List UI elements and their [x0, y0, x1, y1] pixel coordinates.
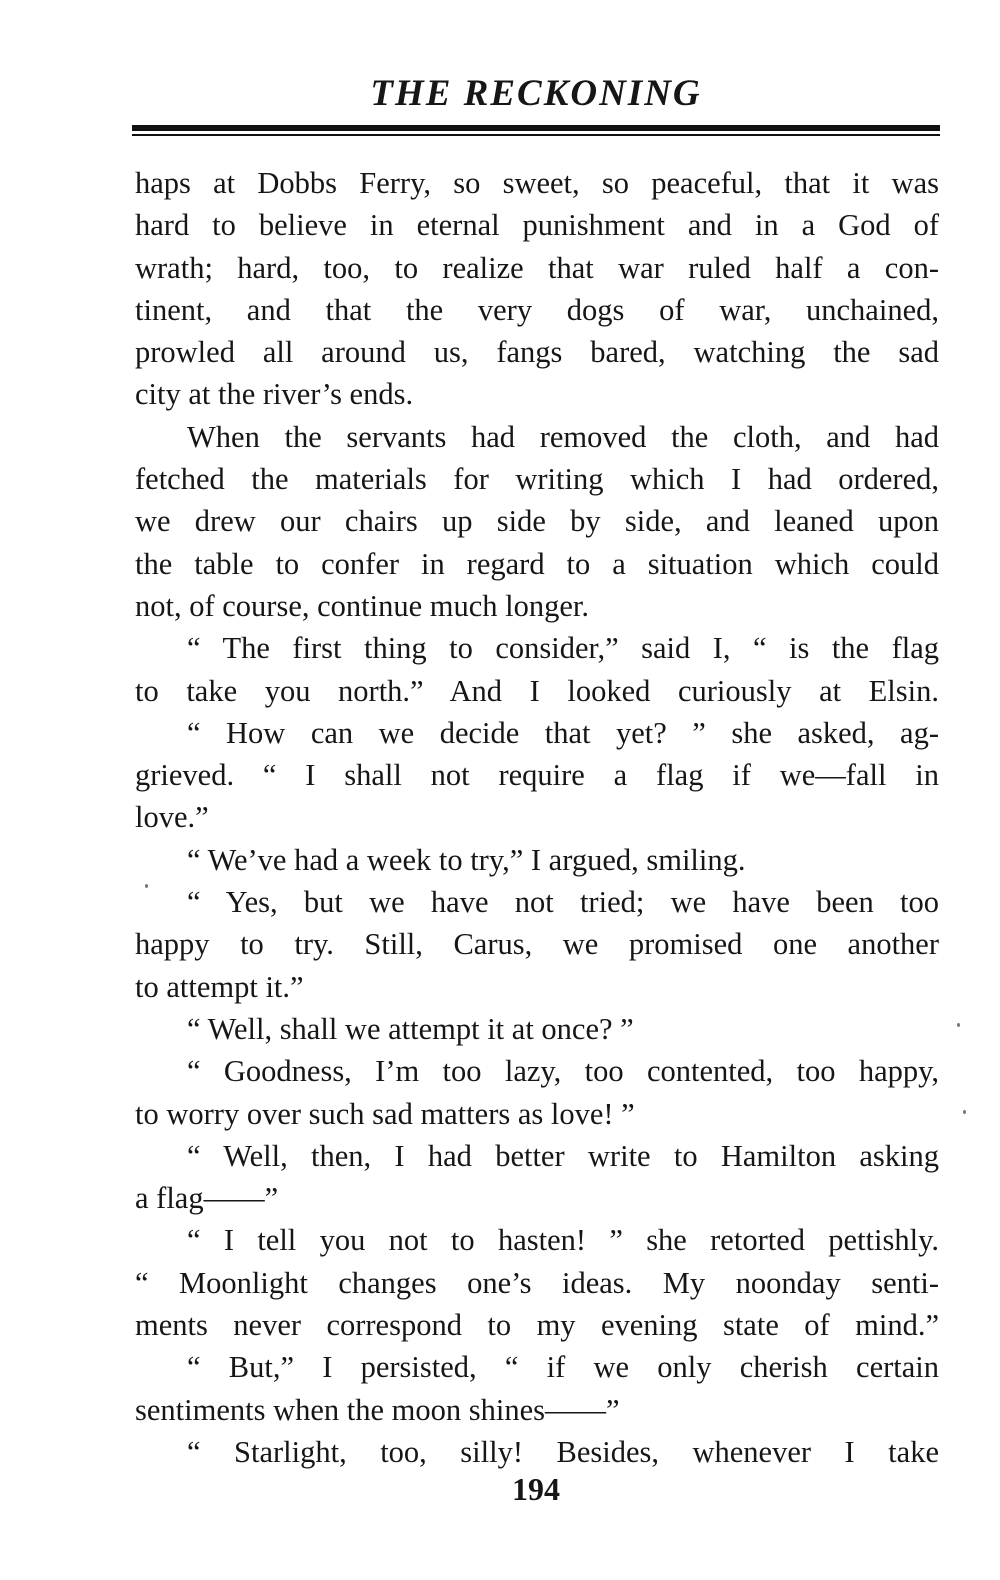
text-line: to take you north.” And I looked curiously at Elsin.	[135, 673, 939, 708]
text-line: wrath; hard, too, to realize that war ruled half a con-	[135, 250, 939, 285]
text-line: happy to try. Still, Carus, we promised one another	[135, 927, 939, 962]
text-line: to attempt it.”	[135, 969, 304, 1004]
text-line: sentiments when the moon shines——”	[135, 1392, 620, 1427]
text-line: “ Well, shall we attempt it at once? ”	[187, 1011, 634, 1046]
text-line: “ I tell you not to hasten! ” she retorted pettishly.	[187, 1223, 939, 1258]
text-line: not, of course, continue much longer.	[135, 588, 590, 623]
text-line: we drew our chairs up side by side, and leaned upon	[135, 504, 939, 539]
text-line: “ The first thing to consider,” said I, “ is the flag	[187, 631, 939, 666]
text-line: “ Well, then, I had better write to Hamilton asking	[187, 1138, 939, 1173]
text-line: “ But,” I persisted, “ if we only cherish certain	[187, 1350, 939, 1385]
running-head: THE RECKONING	[370, 73, 702, 114]
print-speck	[957, 1023, 960, 1027]
text-line: ments never correspond to my evening state of mind.”	[135, 1308, 939, 1343]
text-line: a flag——”	[135, 1181, 279, 1216]
text-line: tinent, and that the very dogs of war, unchained,	[135, 292, 939, 327]
text-line: “ How can we decide that yet? ” she asked, ag-	[187, 715, 939, 750]
page-number: 194	[512, 1471, 560, 1507]
text-line: hard to believe in eternal punishment and in a God of	[135, 208, 939, 243]
text-line: “ Moonlight changes one’s ideas. My noonday senti-	[135, 1265, 939, 1300]
header-rule-thick	[132, 125, 940, 131]
print-speck	[963, 1110, 966, 1114]
text-line: grieved. “ I shall not require a flag if we—fall in	[135, 758, 939, 793]
text-line: When the servants had removed the cloth, and had	[187, 419, 939, 454]
text-line: fetched the materials for writing which I had ordered,	[135, 462, 939, 497]
text-line: love.”	[135, 800, 209, 835]
text-line: city at the river’s ends.	[135, 377, 414, 412]
text-line: “ Yes, but we have not tried; we have been too	[187, 885, 939, 920]
text-line: “ Goodness, I’m too lazy, too contented, too happy,	[187, 1054, 939, 1089]
text-line: prowled all around us, fangs bared, watching the sad	[135, 335, 939, 370]
text-line: haps at Dobbs Ferry, so sweet, so peaceful, that it was	[135, 166, 939, 200]
body-text	[135, 162, 939, 1473]
text-line: the table to confer in regard to a situation which could	[135, 546, 939, 581]
text-line: “ Starlight, too, silly! Besides, whenever I take	[187, 1434, 939, 1469]
text-line: to worry over such sad matters as love! ”	[135, 1096, 635, 1131]
text-line: “ We’ve had a week to try,” I argued, smiling.	[187, 842, 746, 877]
print-speck	[145, 884, 148, 888]
header-rule-thin	[132, 134, 940, 136]
